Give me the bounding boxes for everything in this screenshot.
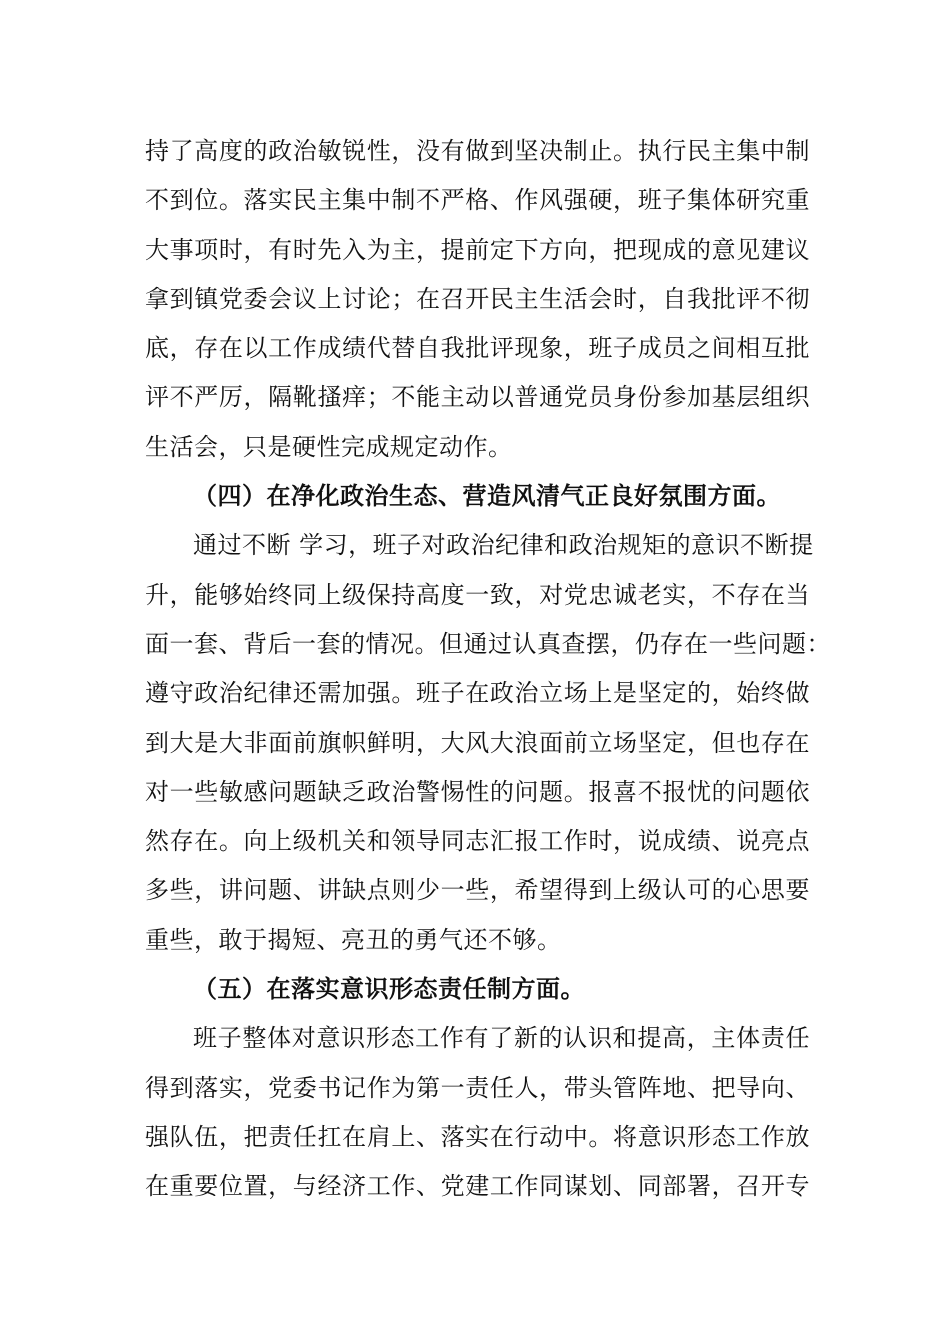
text-line: 多些，讲问题、讲缺点则少一些，希望得到上级认可的心思要 (145, 876, 810, 905)
text-line: 在重要位置，与经济工作、党建工作同谋划、同部署，召开专 (145, 1172, 810, 1201)
section-heading: （四）在净化政治生态、营造风清气正良好氛围方面。 (193, 482, 781, 511)
text-line: 底，存在以工作成绩代替自我批评现象，班子成员之间相互批 (145, 334, 810, 363)
text-line: 不到位。落实民主集中制不严格、作风强硬，班子集体研究重 (145, 186, 810, 215)
text-line: 通过不断 学习，班子对政治纪律和政治规矩的意识不断提 (193, 531, 814, 560)
document-body (145, 127, 831, 1212)
text-line: 遵守政治纪律还需加强。班子在政治立场上是坚定的，始终做 (145, 679, 810, 708)
text-line: 班子整体对意识形态工作有了新的认识和提高，主体责任 (193, 1024, 810, 1053)
text-line: 面一套、背后一套的情况。但通过认真查摆，仍存在一些问题： (145, 629, 831, 658)
section-heading: （五）在落实意识形态责任制方面。 (193, 975, 585, 1004)
text-line: 持了高度的政治敏锐性，没有做到坚决制止。执行民主集中制 (145, 137, 810, 165)
text-line: 大事项时，有时先入为主，提前定下方向，把现成的意见建议 (145, 235, 810, 264)
paragraph (145, 127, 810, 472)
text-line: 强队伍，把责任扛在肩上、落实在行动中。将意识形态工作放 (145, 1122, 810, 1151)
text-line: 拿到镇党委会议上讨论；在召开民主生活会时，自我批评不彻 (145, 284, 810, 313)
text-line: 重些，敢于揭短、亮丑的勇气还不够。 (145, 925, 562, 954)
paragraph (145, 1014, 810, 1211)
text-line: 评不严厉，隔靴搔痒；不能主动以普通党员身份参加基层组织 (145, 383, 810, 412)
text-line: 升，能够始终同上级保持高度一致，对党忠诚老实，不存在当 (145, 580, 810, 609)
text-line: 生活会，只是硬性完成规定动作。 (145, 432, 513, 461)
text-line: 然存在。向上级机关和领导同志汇报工作时，说成绩、说亮点 (145, 827, 810, 856)
text-line: 得到落实，党委书记作为第一责任人，带头管阵地、把导向、 (145, 1073, 810, 1102)
paragraph (145, 521, 831, 965)
text-line: 对一些敏感问题缺乏政治警惕性的问题。报喜不报忧的问题依 (145, 777, 810, 806)
text-line: 到大是大非面前旗帜鲜明，大风大浪面前立场坚定，但也存在 (145, 728, 810, 757)
